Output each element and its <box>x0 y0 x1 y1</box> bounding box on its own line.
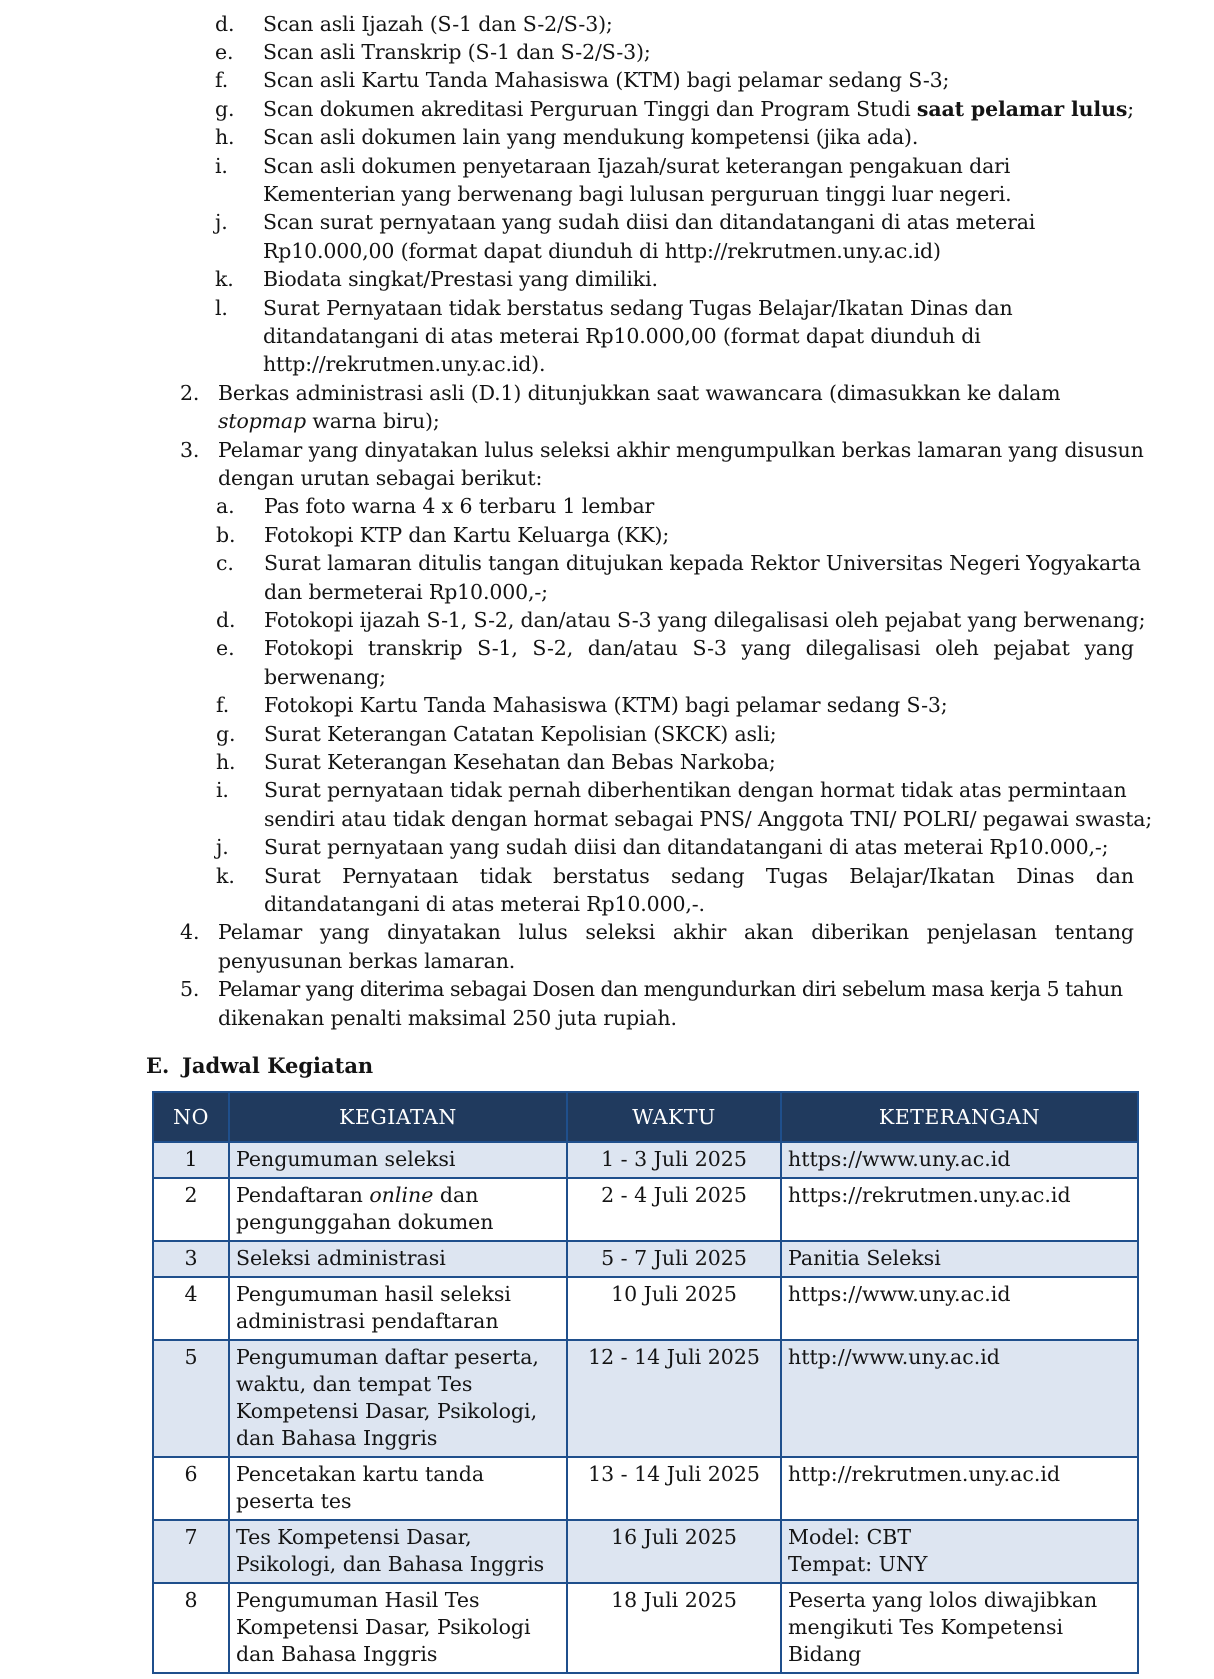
list-item-cont: Rp10.000,00 (format dapat diunduh di http://rekrutmen.uny.ac.id) <box>263 239 941 263</box>
list-item-justified: Surat Pernyataan tidak berstatus sedang Tugas Belajar/Ikatan Dinas dan <box>264 864 1134 888</box>
list-item: e. Scan asli Transkrip (S-1 dan S-2/S-3); <box>215 40 651 64</box>
cell-no: 6 <box>153 1457 229 1520</box>
list-item-cont: ditandatangani di atas meterai Rp10.000,-. <box>264 892 705 916</box>
list-item: d. Fotokopi ijazah S-1, S-2, dan/atau S-3 yang dilegalisasi oleh pejabat yang berwenang; <box>216 608 1146 632</box>
list-item: k. Biodata singkat/Prestasi yang dimiliki. <box>215 267 658 291</box>
table-row <box>153 1583 1138 1673</box>
list-item: g. Surat Keterangan Catatan Kepolisian (SKCK) asli; <box>216 722 777 746</box>
cell-kegiatan: Tes Kompetensi Dasar, Psikologi, dan Bahasa Inggris <box>229 1520 567 1583</box>
numbered-item-2-cont: stopmap warna biru); <box>218 409 440 433</box>
cell-keterangan: Peserta yang lolos diwajibkan mengikuti Tes Kompetensi Bidang <box>781 1583 1138 1673</box>
table-row <box>153 1520 1138 1583</box>
cell-keterangan: https://www.uny.ac.id <box>781 1142 1138 1178</box>
cell-no: 7 <box>153 1520 229 1583</box>
table-row <box>153 1142 1138 1178</box>
bold-phrase: saat pelamar lulus <box>916 97 1128 121</box>
list-item: h. Scan asli dokumen lain yang mendukung kompetensi (jika ada). <box>215 125 919 149</box>
list-item: i. Scan asli dokumen penyetaraan Ijazah/surat keterangan pengakuan dari <box>215 154 1011 178</box>
list-item: j. Surat pernyataan yang sudah diisi dan ditandatangani di atas meterai Rp10.000,-; <box>216 835 1109 859</box>
section-heading: E. Jadwal Kegiatan <box>146 1053 374 1078</box>
cell-kegiatan: Pencetakan kartu tanda peserta tes <box>229 1457 567 1520</box>
table-row <box>153 1241 1138 1277</box>
table-header-row <box>153 1092 1138 1142</box>
numbered-item-4: Pelamar yang dinyatakan lulus seleksi akhir akan diberikan penjelasan tentang <box>218 920 1134 944</box>
cell-keterangan: http://www.uny.ac.id <box>781 1340 1138 1457</box>
list-item-cont: Kementerian yang berwenang bagi lulusan perguruan tinggi luar negeri. <box>263 182 1012 206</box>
list-item: l. Surat Pernyataan tidak berstatus sedang Tugas Belajar/Ikatan Dinas dan <box>215 296 1013 320</box>
header-kegiatan: KEGIATAN <box>229 1092 567 1142</box>
cell-waktu: 1 - 3 Juli 2025 <box>567 1142 781 1178</box>
list-item-cont: dan bermeterai Rp10.000,-; <box>264 580 548 604</box>
table-row <box>153 1277 1138 1340</box>
numbered-item-2: 2. Berkas administrasi asli (D.1) ditunjukkan saat wawancara (dimasukkan ke dalam <box>180 381 1061 405</box>
numbered-item-5-cont: dikenakan penalti maksimal 250 juta rupiah. <box>218 1006 677 1030</box>
list-item: i. Surat pernyataan tidak pernah diberhentikan dengan hormat tidak atas permintaan <box>216 778 1127 802</box>
list-item-cont: berwenang; <box>264 665 386 689</box>
numbered-item-3-cont: dengan urutan sebagai berikut: <box>218 466 543 490</box>
list-item: h. Surat Keterangan Kesehatan dan Bebas Narkoba; <box>216 750 776 774</box>
list-item: a. Pas foto warna 4 x 6 terbaru 1 lembar <box>216 494 655 518</box>
cell-no: 2 <box>153 1178 229 1241</box>
list-item-cont: sendiri atau tidak dengan hormat sebagai PNS/ Anggota TNI/ POLRI/ pegawai swasta; <box>264 807 1153 831</box>
cell-kegiatan: Pengumuman seleksi <box>229 1142 567 1178</box>
list-label: e. <box>216 636 235 660</box>
cell-no: 8 <box>153 1583 229 1673</box>
table-row <box>153 1178 1138 1241</box>
list-item: d. Scan asli Ijazah (S-1 dan S-2/S-3); <box>215 12 613 36</box>
header-keterangan: KETERANGAN <box>781 1092 1138 1142</box>
list-item: j. Scan surat pernyataan yang sudah diisi dan ditandatangani di atas meterai <box>215 210 1036 234</box>
cell-keterangan: Model: CBT Tempat: UNY <box>781 1520 1138 1583</box>
table-row <box>153 1340 1138 1457</box>
list-item: c. Surat lamaran ditulis tangan ditujukan kepada Rektor Universitas Negeri Yogyakarta <box>216 551 1141 575</box>
cell-waktu: 16 Juli 2025 <box>567 1520 781 1583</box>
cell-no: 4 <box>153 1277 229 1340</box>
numbered-item-5: 5. Pelamar yang diterima sebagai Dosen dan mengundurkan diri sebelum masa kerja 5 tahun <box>180 977 1123 1001</box>
cell-keterangan: https://www.uny.ac.id <box>781 1277 1138 1340</box>
cell-keterangan: http://rekrutmen.uny.ac.id <box>781 1457 1138 1520</box>
list-item-justified: Fotokopi transkrip S-1, S-2, dan/atau S-3 yang dilegalisasi oleh pejabat yang <box>264 636 1134 660</box>
header-waktu: WAKTU <box>567 1092 781 1142</box>
cell-no: 3 <box>153 1241 229 1277</box>
cell-keterangan: https://rekrutmen.uny.ac.id <box>781 1178 1138 1241</box>
list-item: g. Scan dokumen akreditasi Perguruan Tinggi dan Program Studi saat pelamar lulus; <box>215 97 1134 121</box>
list-item-cont: ditandatangani di atas meterai Rp10.000,00 (format dapat diunduh di <box>263 324 981 348</box>
list-item-cont: http://rekrutmen.uny.ac.id). <box>263 352 546 376</box>
cell-no: 1 <box>153 1142 229 1178</box>
cell-no: 5 <box>153 1340 229 1457</box>
list-item: b. Fotokopi KTP dan Kartu Keluarga (KK); <box>216 523 670 547</box>
list-item: f. Scan asli Kartu Tanda Mahasiswa (KTM) bagi pelamar sedang S-3; <box>215 68 950 92</box>
cell-waktu: 2 - 4 Juli 2025 <box>567 1178 781 1241</box>
numbered-item-4-cont: penyusunan berkas lamaran. <box>218 949 516 973</box>
cell-kegiatan: Pengumuman daftar peserta, waktu, dan tempat Tes Kompetensi Dasar, Psikologi, dan Bahasa Inggris <box>229 1340 567 1457</box>
cell-waktu: 18 Juli 2025 <box>567 1583 781 1673</box>
cell-kegiatan: Pendaftaran online dan pengunggahan dokumen <box>229 1178 567 1241</box>
cell-waktu: 12 - 14 Juli 2025 <box>567 1340 781 1457</box>
schedule-table <box>152 1091 1139 1674</box>
cell-waktu: 13 - 14 Juli 2025 <box>567 1457 781 1520</box>
cell-kegiatan: Pengumuman hasil seleksi administrasi pendaftaran <box>229 1277 567 1340</box>
cell-waktu: 10 Juli 2025 <box>567 1277 781 1340</box>
table-row <box>153 1457 1138 1520</box>
numbered-item-4-num: 4. <box>180 920 200 944</box>
cell-kegiatan: Pengumuman Hasil Tes Kompetensi Dasar, Psikologi dan Bahasa Inggris <box>229 1583 567 1673</box>
list-label: k. <box>216 864 235 888</box>
cell-keterangan: Panitia Seleksi <box>781 1241 1138 1277</box>
header-no: NO <box>153 1092 229 1142</box>
list-item: f. Fotokopi Kartu Tanda Mahasiswa (KTM) bagi pelamar sedang S-3; <box>216 693 948 717</box>
cell-waktu: 5 - 7 Juli 2025 <box>567 1241 781 1277</box>
numbered-item-3: 3. Pelamar yang dinyatakan lulus seleksi akhir mengumpulkan berkas lamaran yang disusun <box>180 438 1144 462</box>
cell-kegiatan: Seleksi administrasi <box>229 1241 567 1277</box>
